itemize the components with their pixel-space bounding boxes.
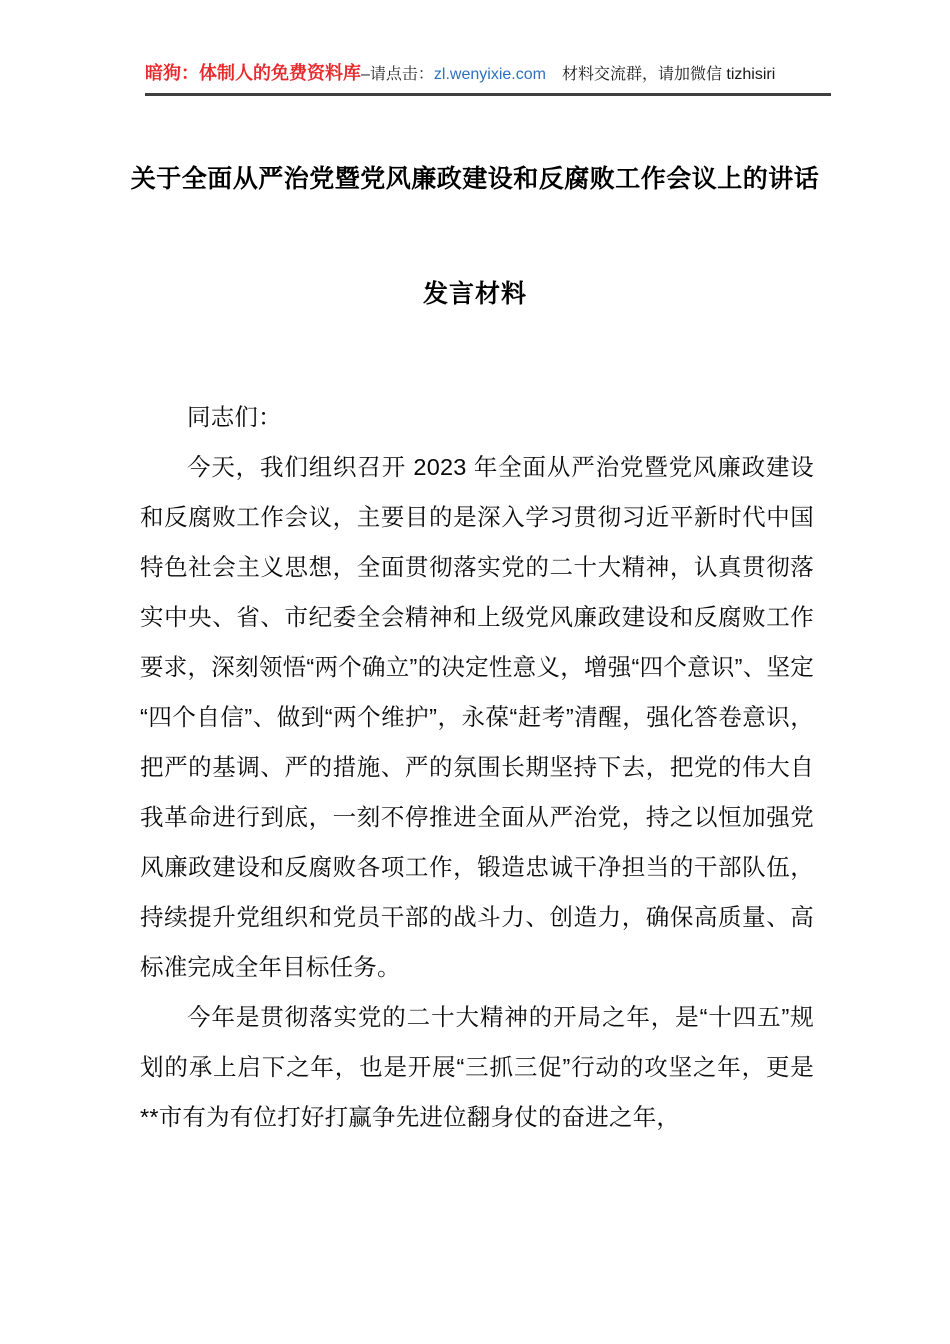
promo-header-line (145, 58, 831, 90)
paragraph-salutation: 同志们： (187, 404, 282, 430)
document-subtitle: 发言材料 (422, 280, 527, 308)
promo-cta-label: –请点击： (361, 66, 434, 83)
paragraph-this-year: 今年是贯彻落实党的二十大精神的开局之年，是“十四五”规划的承上启下之年，也是开展“三抓三促”行动的攻坚之年，更是**市有为有位打好打赢争先进位翻身仗的奋进之年， (140, 1004, 814, 1130)
paragraph-opening: 今天，我们组织召开 2023 年全面从严治党暨党风廉政建设和反腐败工作会议，主要目的是深入学习贯彻习近平新时代中国特色社会主义思想，全面贯彻落实党的二十大精神，认真贯彻落实中央、省、市纪委全会精神和上级党风廉政建设和反腐败工作要求，深刻领悟“两个确立”的决定性意义，增强“四个意识”、坚定“四个自信”、做到“两个维护”，永葆“赶考”清醒，强化答卷意识，把严的基调、严的措施、严的氛围长期坚持下去，把党的伟大自我革命进行到底，一刻不停推进全面从严治党，持之以恒加强党风廉政建设和反腐败各项工作，锻造忠诚干净担当的干部队伍，持续提升党组织和党员干部的战斗力、创造力，确保高质量、高标准完成全年目标任务。 (140, 454, 814, 980)
document-body (140, 392, 814, 1142)
document-title: 关于全面从严治党暨党风廉政建设和反腐败工作会议上的讲话 (130, 165, 820, 193)
promo-header-band (145, 58, 831, 96)
promo-site-link[interactable]: zl.wenyixie.com (433, 66, 546, 83)
promo-brand-label: 暗狗：体制人的免费资料库 (145, 63, 361, 83)
promo-wechat-label: 材料交流群，请加微信 tizhisiri (561, 66, 776, 83)
